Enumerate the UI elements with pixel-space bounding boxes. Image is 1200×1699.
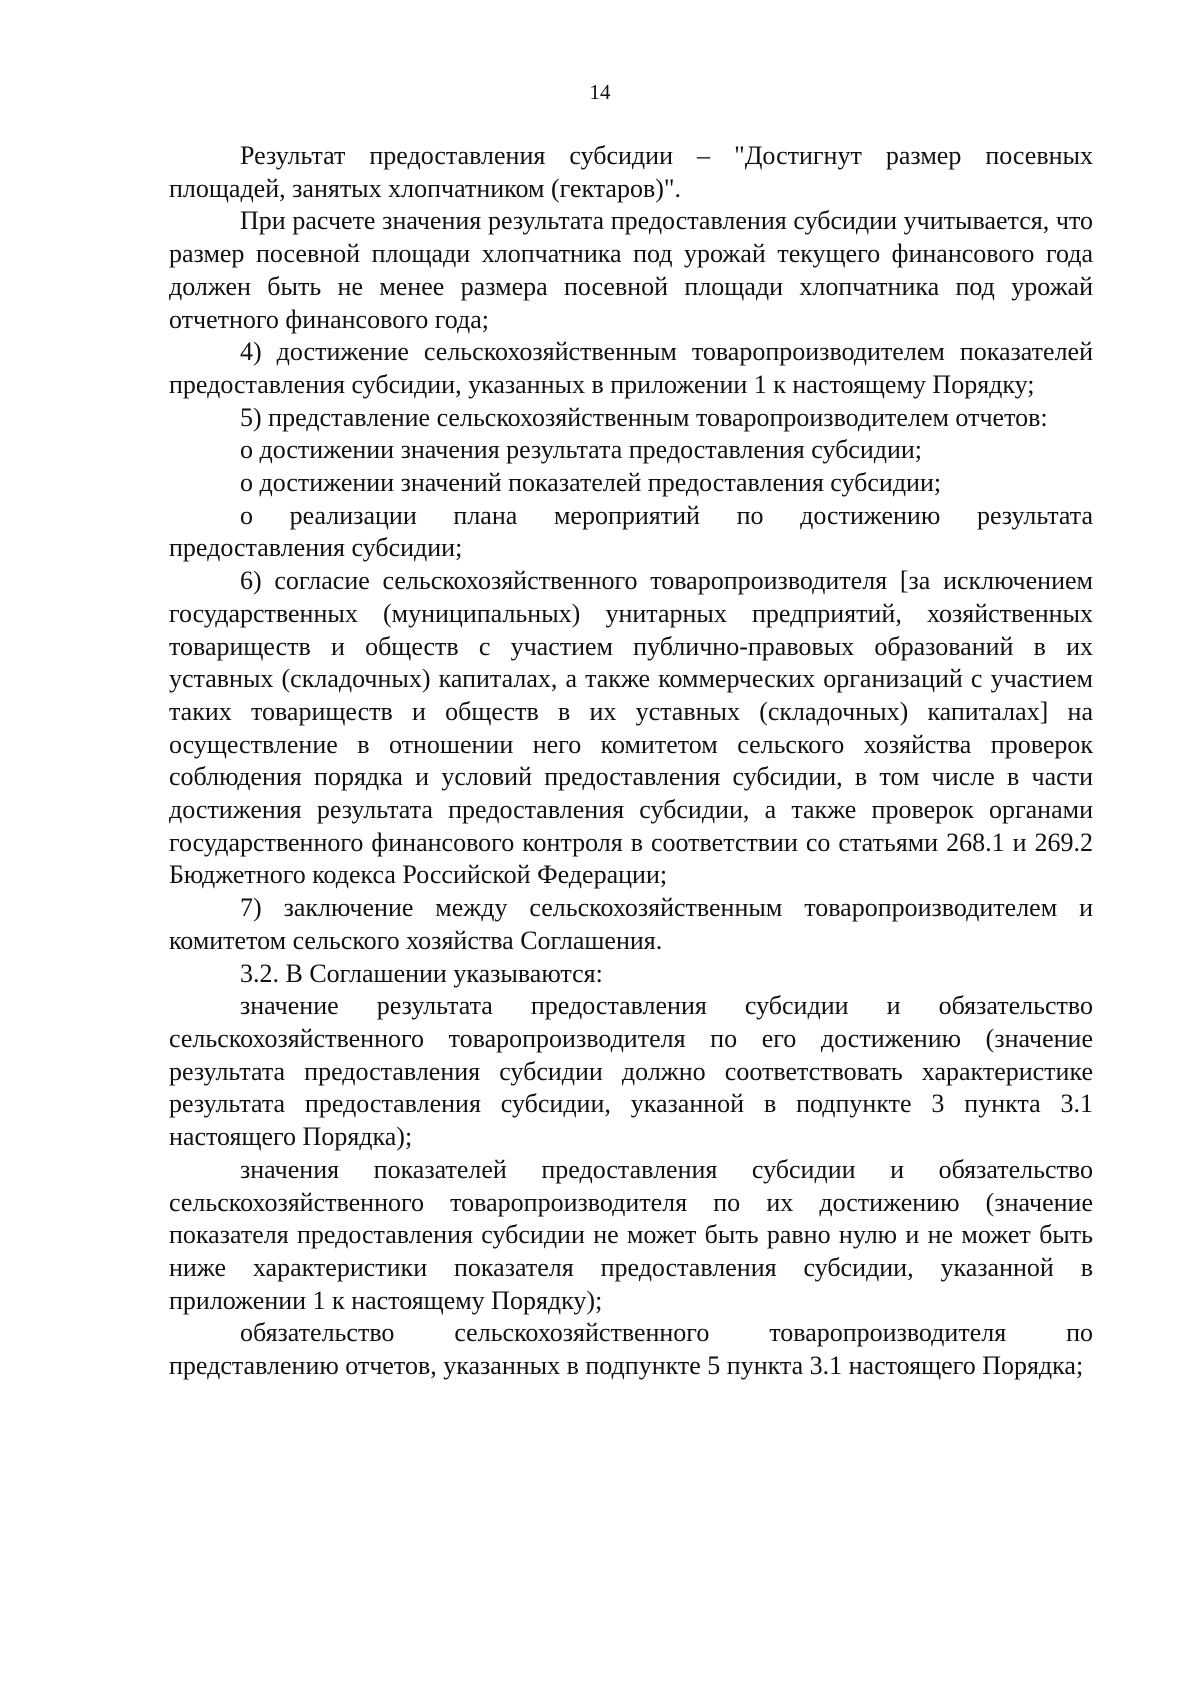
paragraph-result-subsidy: Результат предоставления субсидии – "Достигнут размер посевных площадей, занятых хлопчатником (гектаров)". [169,141,1093,203]
paragraph-item-7: 7) заключение между сельскохозяйственным товаропроизводителем и комитетом сельского хозяйства Соглашения. [169,893,1093,955]
paragraph-item-6: 6) согласие сельскохозяйственного товаропроизводителя [за исключением государственных (муниципальных) унитарных предприятий, хозяйственных товариществ и обществ с участием публично-правовых образований в их уставных (складочных) капиталах, а также коммерческих организаций с участием таких товариществ и обществ в их уставных (складочных) капиталах] на осуществление в отношении него комитетом сельского хозяйства проверок соблюдения порядка и условий предоставления субсидии, в том числе в части достижения результата предоставления субсидии, а также проверок органами государственного финансового контроля в соответствии со статьями 268.1 и 269.2 Бюджетного кодекса Российской Федерации; [169,566,1093,890]
page-number: 14 [589,80,611,104]
document-body [169,140,1093,1383]
paragraph-agreement-result: значение результата предоставления субсидии и обязательство сельскохозяйственного товаропроизводителя по его достижению (значение результата предоставления субсидии должно соответствовать характеристике результата предоставления субсидии, указанной в подпункте 3 пункта 3.1 настоящего Порядка); [169,991,1093,1152]
paragraph-agreement-indicators: значения показателей предоставления субсидии и обязательство сельскохозяйственного товаропроизводителя по их достижению (значение показателя предоставления субсидии не может быть равно нулю и не может быть ниже характеристики показателя предоставления субсидии, указанной в приложении 1 к настоящему Порядку); [169,1154,1093,1315]
paragraph-calculation: При расчете значения результата предоставления субсидии учитывается, что размер посевной площади хлопчатника под урожай текущего финансового года должен быть не менее размера посевной площади хлопчатника под урожай отчетного финансового года; [169,206,1093,334]
paragraph-report-indicators: о достижении значений показателей предоставления субсидии; [240,468,942,498]
paragraph-item-4: 4) достижение сельскохозяйственным товаропроизводителем показателей предоставления субсидии, указанных в приложении 1 к настоящему Порядку; [169,337,1093,399]
paragraph-section-3-2: 3.2. В Соглашении указываются: [240,958,603,988]
paragraph-report-result: о достижении значения результата предоставления субсидии; [240,435,923,465]
paragraph-item-5: 5) представление сельскохозяйственным товаропроизводителем отчетов: [240,402,1048,432]
paragraph-agreement-reports: обязательство сельскохозяйственного товаропроизводителя по представлению отчетов, указанных в подпункте 5 пункта 3.1 настоящего Порядка; [169,1318,1093,1381]
paragraph-report-plan: о реализации плана мероприятий по достижению результата предоставления субсидии; [169,500,1093,563]
